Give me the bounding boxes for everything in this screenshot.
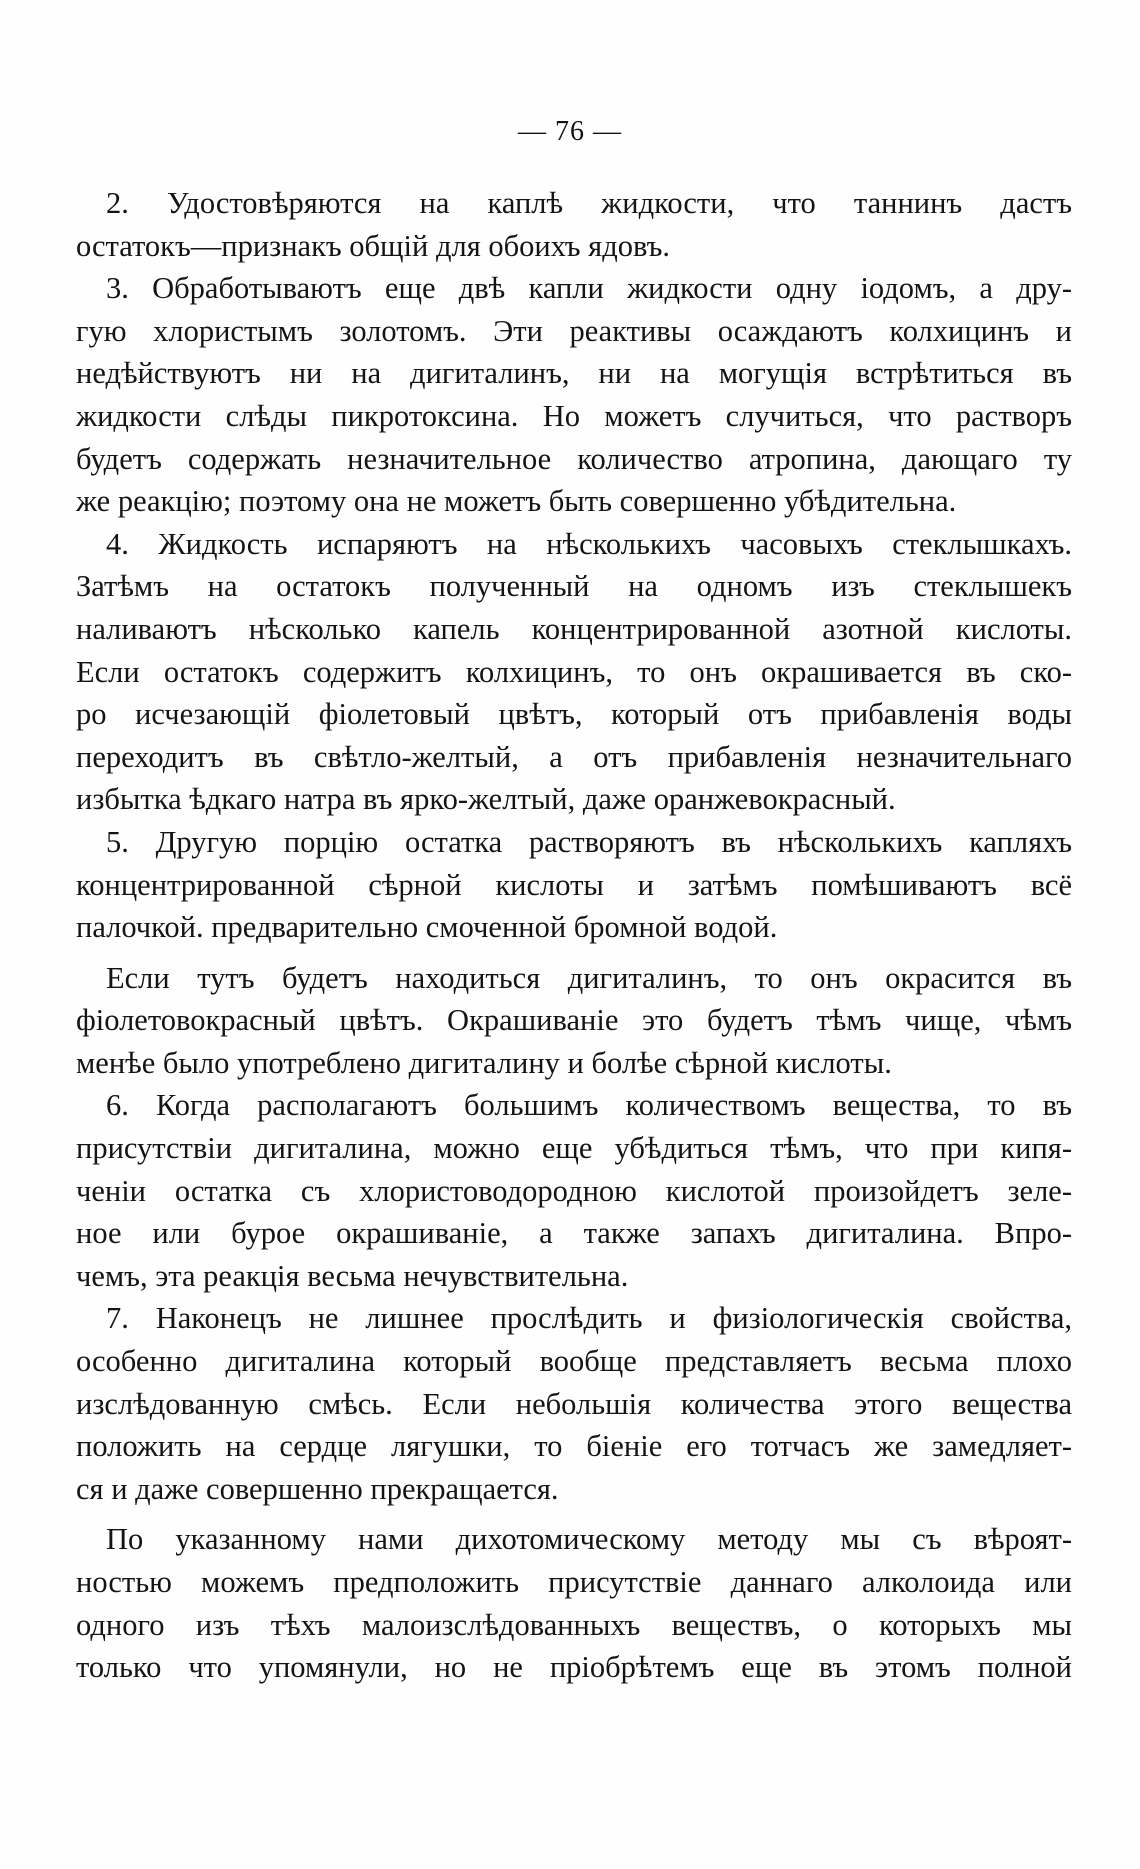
text-line: особенно дигиталина который вообще представляетъ весьма плохо	[76, 1344, 1072, 1379]
text-line: 5. Другую порцію остатка растворяютъ въ нѣсколькихъ капляхъ	[106, 824, 1072, 859]
text-line: 2. Удостовѣряются на каплѣ жидкости, что таннинъ дастъ	[106, 186, 1072, 220]
text-line: По указанному нами дихотомическому методу мы съ вѣроят-	[106, 1522, 1072, 1557]
page-number: — 76 —	[518, 116, 622, 147]
text-line: гую хлористымъ золотомъ. Эти реактивы осаждаютъ колхицинъ и	[76, 313, 1072, 348]
text-line: присутствіи дигиталина, можно еще убѣдиться тѣмъ, что при кипя-	[76, 1131, 1072, 1166]
text-line: избытка ѣдкаго натра въ ярко-желтый, даже оранжевокрасный.	[76, 782, 896, 817]
text-line: ро исчезающій фіолетовый цвѣтъ, который отъ прибавленія воды	[76, 697, 1072, 732]
text-line: только что упомянули, но не пріобрѣтемъ еще въ этомъ полной	[76, 1650, 1072, 1685]
text-line: Если остатокъ содержитъ колхицинъ, то онъ окрашивается въ ско-	[76, 654, 1072, 689]
paragraph-gap	[76, 949, 1072, 957]
text-line: палочкой. предварительно смоченной бромной водой.	[76, 910, 778, 945]
text-line: концентрированной сѣрной кислоты и затѣмъ помѣшиваютъ всё	[76, 867, 1072, 902]
text-line: же реакцію; поэтому она не можетъ быть совершенно убѣдительна.	[76, 484, 957, 519]
text-line: ное или бурое окрашиваніе, а также запахъ дигиталина. Впро-	[76, 1216, 1072, 1251]
text-line: фіолетовокрасный цвѣтъ. Окрашиваніе это будетъ тѣмъ чище, чѣмъ	[76, 1003, 1072, 1038]
text-line: переходитъ въ свѣтло-желтый, а отъ прибавленія незначительнаго	[76, 739, 1072, 774]
text-line: наливаютъ нѣсколько капель концентрированной азотной кислоты.	[76, 611, 1072, 646]
text-line: изслѣдованную смѣсь. Если небольшія количества этого вещества	[76, 1386, 1072, 1421]
text-line: 3. Обработываютъ еще двѣ капли жидкости одну іодомъ, а дру-	[106, 271, 1072, 306]
body-text	[76, 182, 1072, 1689]
text-line: Затѣмъ на остатокъ полученный на одномъ изъ стеклышекъ	[76, 569, 1072, 604]
text-line: Если тутъ будетъ находиться дигиталинъ, то онъ окрасится въ	[106, 960, 1072, 995]
text-line: недѣйствуютъ ни на дигиталинъ, ни на могущія встрѣтиться въ	[76, 356, 1072, 391]
text-line: положить на сердце лягушки, то біеніе его тотчасъ же замедляет-	[76, 1429, 1072, 1464]
text-line: 4. Жидкость испаряютъ на нѣсколькихъ часовыхъ стеклышкахъ.	[106, 526, 1072, 561]
text-line: чемъ, эта реакція весьма нечувствительна.	[76, 1258, 629, 1293]
text-line: ченіи остатка съ хлористоводородною кислотой произойдетъ зеле-	[76, 1173, 1072, 1208]
text-line: 6. Когда располагаютъ большимъ количествомъ вещества, то въ	[106, 1088, 1072, 1123]
text-line: 7. Наконецъ не лишнее прослѣдить и физіологическія свойства,	[106, 1301, 1072, 1336]
text-line: одного изъ тѣхъ малоизслѣдованныхъ веществъ, о которыхъ мы	[76, 1607, 1072, 1642]
text-line: жидкости слѣды пикротоксина. Но можетъ случиться, что растворъ	[76, 398, 1072, 433]
text-line: остатокъ—признакъ общій для обоихъ ядовъ.	[76, 228, 671, 263]
text-line: ностью можемъ предположить присутствіе даннаго алколоида или	[76, 1565, 1072, 1599]
text-line: менѣе было употреблено дигиталину и болѣе сѣрной кислоты.	[76, 1045, 892, 1080]
text-line: ся и даже совершенно прекращается.	[76, 1471, 559, 1506]
paragraph-gap	[76, 1510, 1072, 1518]
text-line: будетъ содержать незначительное количество атропина, дающаго ту	[76, 441, 1072, 476]
